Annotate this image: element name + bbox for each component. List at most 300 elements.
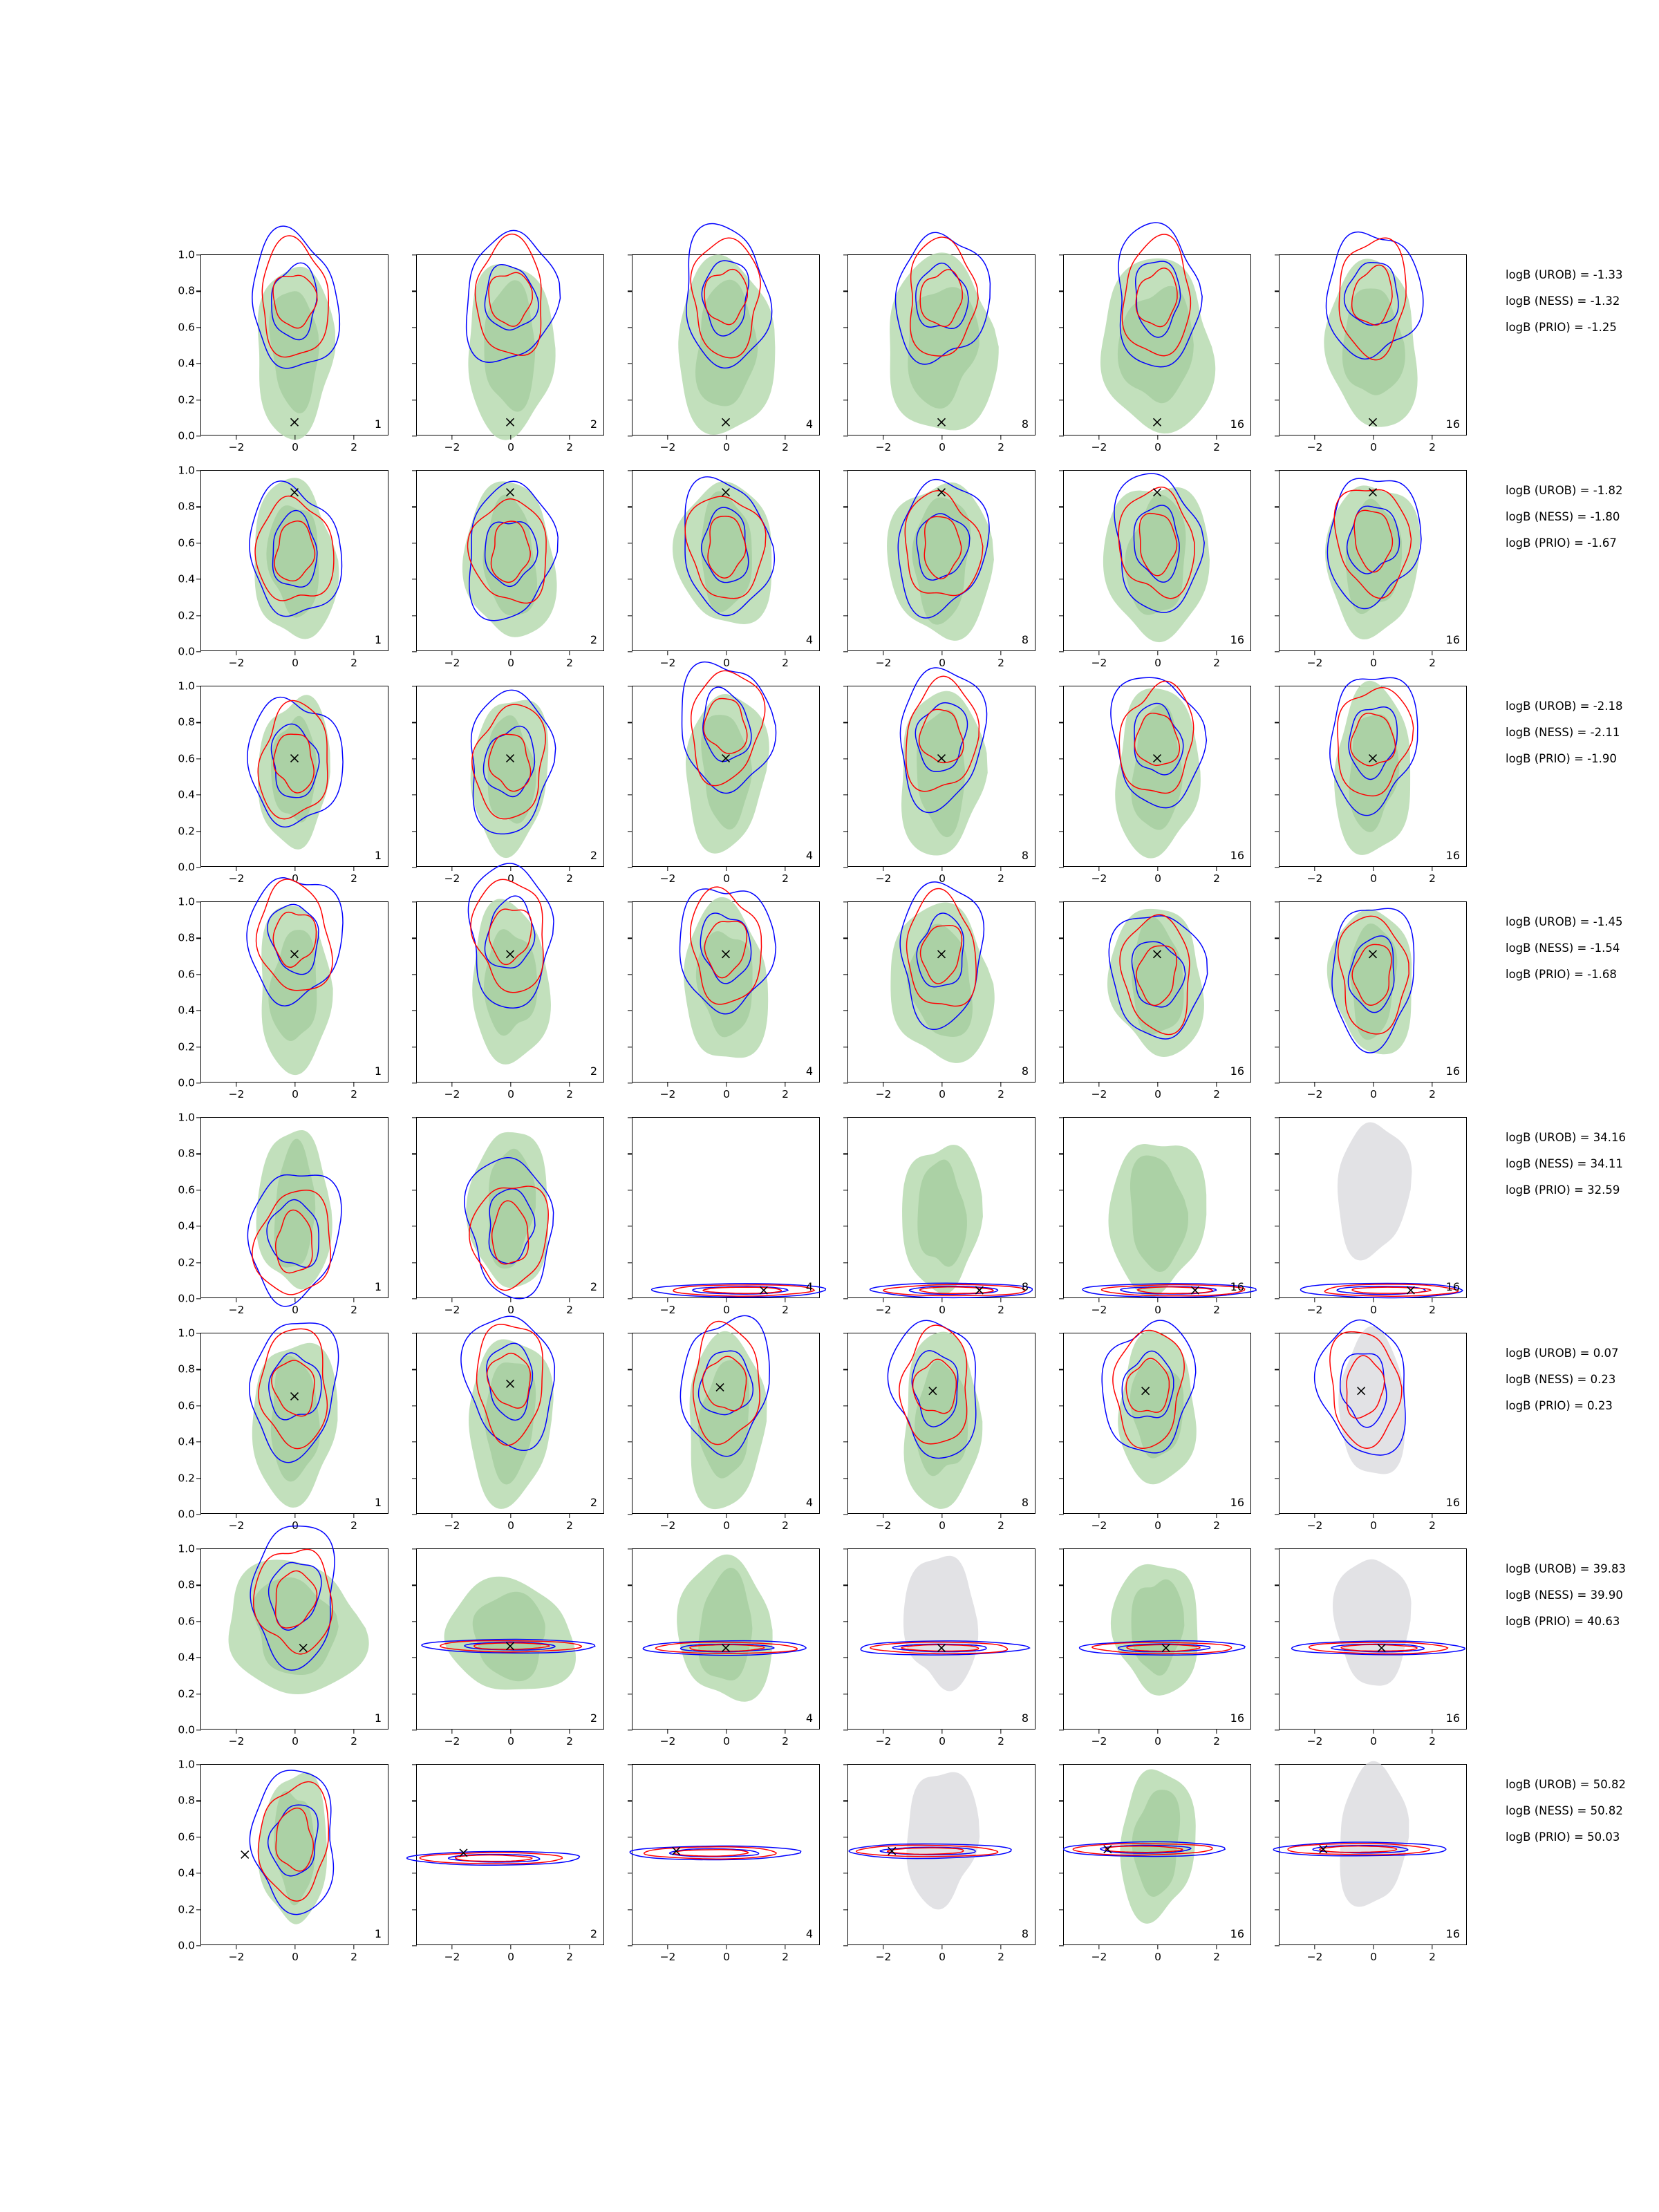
contour-panel xyxy=(416,470,604,669)
x-tick-label: 2 xyxy=(782,1735,789,1747)
y-tick-mark xyxy=(196,1117,201,1118)
y-tick-mark xyxy=(1059,470,1064,471)
x-tick-mark xyxy=(941,1729,942,1734)
x-tick-mark xyxy=(294,1513,295,1518)
x-tick-label: 2 xyxy=(566,872,573,885)
x-tick-label: 0 xyxy=(723,1735,730,1747)
x-tick-mark xyxy=(1098,650,1099,655)
y-tick-mark xyxy=(196,1945,201,1946)
y-tick-mark xyxy=(196,1621,201,1622)
y-tick-label: 0.6 xyxy=(178,321,195,334)
x-tick-label: 2 xyxy=(1213,657,1220,669)
y-tick-label: 1.0 xyxy=(178,1758,195,1771)
y-tick-label: 0.4 xyxy=(178,572,195,585)
panel-count-label: 4 xyxy=(805,1496,813,1509)
log-bayes-factor-annotation: logB (UROB) = -1.82 xyxy=(1506,484,1623,497)
x-tick-label: 2 xyxy=(997,1951,1004,1963)
log-bayes-factor-annotation: logB (NESS) = 39.90 xyxy=(1506,1588,1623,1602)
contour-panel xyxy=(1063,1548,1251,1747)
y-tick-label: 0.4 xyxy=(178,1435,195,1448)
y-tick-mark xyxy=(1275,327,1280,328)
contour-panel xyxy=(1279,1764,1467,1963)
x-tick-label: −2 xyxy=(1306,657,1323,669)
x-tick-label: 2 xyxy=(566,1304,573,1316)
x-tick-mark xyxy=(1216,1944,1217,1949)
y-tick-mark xyxy=(628,1369,632,1370)
y-tick-mark xyxy=(1059,1548,1064,1549)
y-tick-mark xyxy=(412,1621,417,1622)
x-tick-mark xyxy=(451,1513,452,1518)
x-tick-label: 0 xyxy=(292,1951,299,1963)
x-tick-label: −2 xyxy=(659,872,676,885)
y-tick-mark xyxy=(628,1873,632,1874)
x-tick-label: 0 xyxy=(292,1519,299,1532)
y-tick-mark xyxy=(628,435,632,436)
x-tick-label: 2 xyxy=(1429,441,1436,453)
y-tick-label: 0.6 xyxy=(178,1183,195,1197)
x-tick-mark xyxy=(1373,435,1374,440)
x-tick-label: −2 xyxy=(875,1735,892,1747)
y-tick-mark xyxy=(1275,1442,1280,1443)
panel-count-label: 4 xyxy=(805,1712,813,1725)
y-tick-mark xyxy=(196,1082,201,1083)
x-tick-label: −2 xyxy=(444,1735,460,1747)
x-tick-mark xyxy=(1314,866,1315,871)
x-tick-mark xyxy=(1098,1082,1099,1087)
x-tick-label: 0 xyxy=(292,1735,299,1747)
x-tick-label: −2 xyxy=(444,1519,460,1532)
y-tick-mark xyxy=(628,938,632,939)
y-tick-mark xyxy=(412,327,417,328)
x-tick-label: −2 xyxy=(228,872,245,885)
panel-grid xyxy=(178,248,1514,1983)
y-tick-mark xyxy=(1059,615,1064,616)
x-tick-mark xyxy=(510,1944,511,1949)
x-tick-mark xyxy=(1373,1513,1374,1518)
panel-axes xyxy=(847,470,1035,669)
y-tick-mark xyxy=(628,867,632,868)
y-tick-mark xyxy=(412,722,417,723)
x-tick-mark xyxy=(667,1729,668,1734)
y-tick-mark xyxy=(196,291,201,292)
panel-axes xyxy=(416,1548,604,1747)
panel-count-label: 16 xyxy=(1230,849,1244,862)
y-tick-mark xyxy=(196,327,201,328)
y-tick-label: 0.4 xyxy=(178,1651,195,1664)
x-tick-mark xyxy=(1314,1944,1315,1949)
contour-panel xyxy=(178,248,388,453)
x-tick-label: −2 xyxy=(444,872,460,885)
x-tick-label: 2 xyxy=(566,1088,573,1100)
y-tick-mark xyxy=(196,795,201,796)
panel-axes xyxy=(1279,1764,1467,1963)
x-tick-label: −2 xyxy=(444,1951,460,1963)
y-tick-mark xyxy=(1275,901,1280,902)
y-tick-label: 0.6 xyxy=(178,1615,195,1628)
panel-axes xyxy=(416,901,604,1100)
y-tick-mark xyxy=(412,1478,417,1479)
panel-count-label: 16 xyxy=(1445,1280,1460,1293)
y-tick-mark xyxy=(843,470,848,471)
y-tick-label: 0.2 xyxy=(178,393,195,406)
panel-count-label: 8 xyxy=(1021,1496,1029,1509)
log-bayes-factor-annotation: logB (UROB) = -2.18 xyxy=(1506,700,1623,713)
x-tick-label: −2 xyxy=(1306,1951,1323,1963)
panel-count-label: 16 xyxy=(1230,1712,1244,1725)
panel-count-label: 16 xyxy=(1445,418,1460,431)
y-tick-mark xyxy=(1059,1945,1064,1946)
y-tick-mark xyxy=(196,1262,201,1263)
y-tick-mark xyxy=(628,1585,632,1586)
y-tick-mark xyxy=(843,1117,848,1118)
panel-row xyxy=(178,895,1514,1117)
x-tick-label: 2 xyxy=(566,441,573,453)
x-tick-mark xyxy=(1098,866,1099,871)
x-tick-mark xyxy=(1216,1513,1217,1518)
x-tick-label: −2 xyxy=(228,441,245,453)
x-tick-label: −2 xyxy=(228,1304,245,1316)
y-tick-mark xyxy=(196,1369,201,1370)
x-tick-label: −2 xyxy=(1091,1951,1107,1963)
contour-panel xyxy=(632,1333,820,1532)
x-tick-label: 0 xyxy=(1370,1088,1377,1100)
x-tick-label: 2 xyxy=(1213,441,1220,453)
panel-axes xyxy=(847,1117,1035,1316)
x-tick-label: 0 xyxy=(723,1519,730,1532)
x-tick-mark xyxy=(1216,1297,1217,1302)
x-tick-label: −2 xyxy=(1306,1735,1323,1747)
x-tick-label: −2 xyxy=(659,1304,676,1316)
contour-panel xyxy=(632,1117,820,1316)
y-tick-label: 0.2 xyxy=(178,1902,195,1915)
x-tick-label: −2 xyxy=(659,657,676,669)
x-tick-mark xyxy=(1000,1082,1001,1087)
x-tick-label: 0 xyxy=(939,1088,946,1100)
y-tick-mark xyxy=(196,1226,201,1227)
panel-axes xyxy=(1279,1333,1467,1532)
x-tick-mark xyxy=(1000,1513,1001,1518)
panel-count-label: 2 xyxy=(590,1065,597,1078)
y-tick-mark xyxy=(412,867,417,868)
panel-axes xyxy=(178,248,388,453)
y-tick-label: 0.4 xyxy=(178,1219,195,1232)
y-tick-mark xyxy=(843,938,848,939)
x-tick-label: −2 xyxy=(444,657,460,669)
y-tick-mark xyxy=(412,651,417,652)
panel-count-label: 1 xyxy=(374,1927,382,1940)
y-tick-label: 0.8 xyxy=(178,931,195,944)
y-tick-mark xyxy=(1059,722,1064,723)
y-tick-mark xyxy=(196,651,201,652)
contour-panel xyxy=(416,254,604,453)
x-tick-mark xyxy=(1216,1729,1217,1734)
x-tick-label: 2 xyxy=(1429,1519,1436,1532)
y-tick-mark xyxy=(196,938,201,939)
y-tick-mark xyxy=(843,974,848,975)
y-tick-mark xyxy=(843,758,848,759)
x-tick-label: 2 xyxy=(997,657,1004,669)
y-tick-mark xyxy=(1059,1478,1064,1479)
y-tick-label: 0.8 xyxy=(178,500,195,513)
contour-panel xyxy=(847,901,1035,1100)
y-tick-mark xyxy=(196,831,201,832)
y-tick-label: 0.4 xyxy=(178,1004,195,1017)
contour-panel xyxy=(416,901,604,1100)
contour-panel xyxy=(1063,1764,1251,1963)
y-tick-mark xyxy=(412,1873,417,1874)
x-tick-label: 2 xyxy=(997,441,1004,453)
y-tick-mark xyxy=(196,254,201,255)
y-tick-label: 0.8 xyxy=(178,1362,195,1376)
x-tick-label: −2 xyxy=(1306,1519,1323,1532)
y-tick-mark xyxy=(196,1873,201,1874)
contour-panel xyxy=(178,1111,388,1316)
y-tick-mark xyxy=(843,1082,848,1083)
y-tick-mark xyxy=(1275,1478,1280,1479)
y-tick-mark xyxy=(843,1548,848,1549)
panel-axes xyxy=(416,1117,604,1316)
y-tick-mark xyxy=(412,1909,417,1910)
contour-panel xyxy=(178,1542,388,1747)
y-tick-mark xyxy=(1059,901,1064,902)
x-tick-mark xyxy=(1314,1729,1315,1734)
x-tick-label: 2 xyxy=(350,872,357,885)
log-bayes-factor-annotation: logB (NESS) = -1.54 xyxy=(1506,941,1620,955)
y-tick-mark xyxy=(1059,867,1064,868)
contour-panel xyxy=(416,1764,604,1963)
panel-count-label: 8 xyxy=(1021,849,1029,862)
panel-axes xyxy=(178,679,388,885)
y-tick-mark xyxy=(196,435,201,436)
panel-row xyxy=(178,248,1514,470)
x-tick-label: 0 xyxy=(507,1519,514,1532)
y-tick-mark xyxy=(1275,1585,1280,1586)
y-tick-mark xyxy=(843,1226,848,1227)
x-tick-mark xyxy=(1314,435,1315,440)
y-tick-mark xyxy=(628,291,632,292)
y-tick-mark xyxy=(1275,1873,1280,1874)
panel-axes xyxy=(632,1548,820,1747)
y-tick-mark xyxy=(1059,651,1064,652)
y-tick-mark xyxy=(1059,254,1064,255)
y-tick-mark xyxy=(412,1585,417,1586)
x-tick-mark xyxy=(726,650,727,655)
x-tick-label: 0 xyxy=(1154,1519,1161,1532)
x-tick-mark xyxy=(294,435,295,440)
panel-count-label: 16 xyxy=(1445,633,1460,646)
x-tick-label: 0 xyxy=(723,1951,730,1963)
x-tick-label: 0 xyxy=(292,657,299,669)
log-bayes-factor-annotation: logB (PRIO) = -1.25 xyxy=(1506,321,1617,334)
x-tick-mark xyxy=(1373,1944,1374,1949)
y-tick-mark xyxy=(843,327,848,328)
x-tick-mark xyxy=(294,1082,295,1087)
x-tick-mark xyxy=(510,1082,511,1087)
x-tick-label: 0 xyxy=(939,657,946,669)
panel-row xyxy=(178,1758,1514,1980)
y-tick-mark xyxy=(628,1514,632,1515)
y-tick-mark xyxy=(1059,974,1064,975)
y-tick-mark xyxy=(1275,1514,1280,1515)
panel-axes xyxy=(1063,901,1251,1100)
x-tick-mark xyxy=(726,866,727,871)
x-tick-mark xyxy=(510,866,511,871)
log-bayes-factor-annotation: logB (NESS) = -2.11 xyxy=(1506,726,1620,739)
x-tick-mark xyxy=(1157,866,1158,871)
contour-panel xyxy=(178,464,388,669)
y-tick-label: 0.6 xyxy=(178,536,195,550)
x-tick-label: 0 xyxy=(1154,1735,1161,1747)
panel-axes xyxy=(1279,901,1467,1100)
panel-axes xyxy=(632,1117,820,1316)
x-tick-mark xyxy=(510,1513,511,1518)
x-tick-mark xyxy=(1216,435,1217,440)
y-tick-label: 0.2 xyxy=(178,1471,195,1484)
y-tick-label: 0.8 xyxy=(178,1147,195,1160)
log-bayes-factor-annotation: logB (UROB) = -1.45 xyxy=(1506,915,1623,928)
panel-row xyxy=(178,679,1514,901)
x-tick-label: −2 xyxy=(444,1088,460,1100)
y-tick-mark xyxy=(628,901,632,902)
x-tick-label: 0 xyxy=(507,1088,514,1100)
y-tick-mark xyxy=(412,470,417,471)
x-tick-mark xyxy=(1314,1082,1315,1087)
x-tick-label: 2 xyxy=(350,657,357,669)
x-tick-mark xyxy=(1216,866,1217,871)
x-tick-label: 0 xyxy=(507,1304,514,1316)
contour-panel xyxy=(1063,470,1251,669)
x-tick-label: −2 xyxy=(1091,441,1107,453)
x-tick-mark xyxy=(726,1297,727,1302)
x-tick-label: −2 xyxy=(875,1519,892,1532)
x-tick-label: 2 xyxy=(350,1735,357,1747)
y-tick-mark xyxy=(843,651,848,652)
contour-panel xyxy=(178,895,388,1100)
y-tick-mark xyxy=(196,1514,201,1515)
x-tick-label: 0 xyxy=(1370,1735,1377,1747)
x-tick-label: −2 xyxy=(1091,1088,1107,1100)
panel-count-label: 16 xyxy=(1230,1496,1244,1509)
x-tick-mark xyxy=(667,650,668,655)
panel-count-label: 1 xyxy=(374,1496,382,1509)
y-tick-mark xyxy=(1059,327,1064,328)
x-tick-mark xyxy=(451,1297,452,1302)
contour-panel xyxy=(632,901,820,1100)
x-tick-mark xyxy=(569,435,570,440)
log-bayes-factor-annotation: logB (UROB) = -1.33 xyxy=(1506,268,1623,281)
y-tick-mark xyxy=(628,1117,632,1118)
y-tick-mark xyxy=(1275,722,1280,723)
y-tick-mark xyxy=(196,1548,201,1549)
x-tick-label: 0 xyxy=(939,1951,946,1963)
y-tick-mark xyxy=(196,1478,201,1479)
y-tick-label: 0.2 xyxy=(178,1687,195,1700)
x-tick-label: 2 xyxy=(997,1304,1004,1316)
x-tick-label: −2 xyxy=(228,1519,245,1532)
y-tick-mark xyxy=(628,1442,632,1443)
y-tick-label: 0.8 xyxy=(178,715,195,729)
x-tick-label: 0 xyxy=(939,441,946,453)
x-tick-mark xyxy=(1157,435,1158,440)
x-tick-mark xyxy=(569,1082,570,1087)
y-tick-mark xyxy=(843,1585,848,1586)
panel-axes xyxy=(847,901,1035,1100)
x-tick-mark xyxy=(451,1944,452,1949)
y-tick-mark xyxy=(1275,470,1280,471)
y-tick-mark xyxy=(412,254,417,255)
x-tick-mark xyxy=(510,1297,511,1302)
contour-panel xyxy=(632,1548,820,1747)
panel-count-label: 2 xyxy=(590,849,597,862)
panel-axes xyxy=(178,1327,388,1532)
x-tick-label: −2 xyxy=(228,1735,245,1747)
panel-axes xyxy=(847,686,1035,885)
y-tick-mark xyxy=(412,795,417,796)
panel-axes xyxy=(1063,1764,1251,1963)
x-tick-mark xyxy=(451,1729,452,1734)
y-tick-label: 0.0 xyxy=(178,645,195,658)
y-tick-mark xyxy=(412,1945,417,1946)
y-tick-mark xyxy=(843,615,848,616)
x-tick-label: −2 xyxy=(1306,872,1323,885)
y-tick-mark xyxy=(196,470,201,471)
y-tick-mark xyxy=(1059,291,1064,292)
y-tick-mark xyxy=(412,1764,417,1765)
x-tick-mark xyxy=(353,1082,354,1087)
y-tick-mark xyxy=(196,1298,201,1299)
log-bayes-factor-annotation: logB (PRIO) = -1.68 xyxy=(1506,968,1617,981)
y-tick-mark xyxy=(843,722,848,723)
x-tick-mark xyxy=(510,1729,511,1734)
x-tick-label: 0 xyxy=(1370,1304,1377,1316)
y-tick-label: 0.2 xyxy=(178,608,195,621)
y-tick-mark xyxy=(1275,291,1280,292)
x-tick-label: 2 xyxy=(1213,872,1220,885)
panel-count-label: 16 xyxy=(1445,1065,1460,1078)
panel-count-label: 4 xyxy=(805,418,813,431)
panel-row xyxy=(178,464,1514,686)
x-tick-mark xyxy=(1000,650,1001,655)
y-tick-mark xyxy=(412,831,417,832)
y-tick-mark xyxy=(412,1082,417,1083)
x-tick-mark xyxy=(667,1082,668,1087)
contour-panel xyxy=(416,1548,604,1747)
contour-panel xyxy=(1279,901,1467,1100)
x-tick-mark xyxy=(1373,1082,1374,1087)
y-tick-label: 1.0 xyxy=(178,1542,195,1555)
y-tick-mark xyxy=(1059,1082,1064,1083)
y-tick-mark xyxy=(412,974,417,975)
panel-axes xyxy=(1279,686,1467,885)
panel-row xyxy=(178,1111,1514,1333)
x-tick-mark xyxy=(1373,1729,1374,1734)
contour-panel xyxy=(1279,1548,1467,1747)
panel-axes xyxy=(632,686,820,885)
log-bayes-factor-annotation: logB (NESS) = -1.32 xyxy=(1506,294,1620,308)
y-tick-label: 0.6 xyxy=(178,1399,195,1412)
panel-axes xyxy=(1063,1548,1251,1747)
log-bayes-factor-annotation: logB (UROB) = 39.83 xyxy=(1506,1562,1626,1575)
panel-axes xyxy=(178,1758,388,1963)
y-tick-label: 0.2 xyxy=(178,1040,195,1053)
y-tick-mark xyxy=(1059,1262,1064,1263)
y-tick-mark xyxy=(1275,1909,1280,1910)
x-tick-mark xyxy=(353,1944,354,1949)
log-bayes-factor-annotation: logB (NESS) = -1.80 xyxy=(1506,510,1620,523)
x-tick-label: 2 xyxy=(1429,872,1436,885)
y-tick-mark xyxy=(1059,579,1064,580)
y-tick-mark xyxy=(1275,1369,1280,1370)
